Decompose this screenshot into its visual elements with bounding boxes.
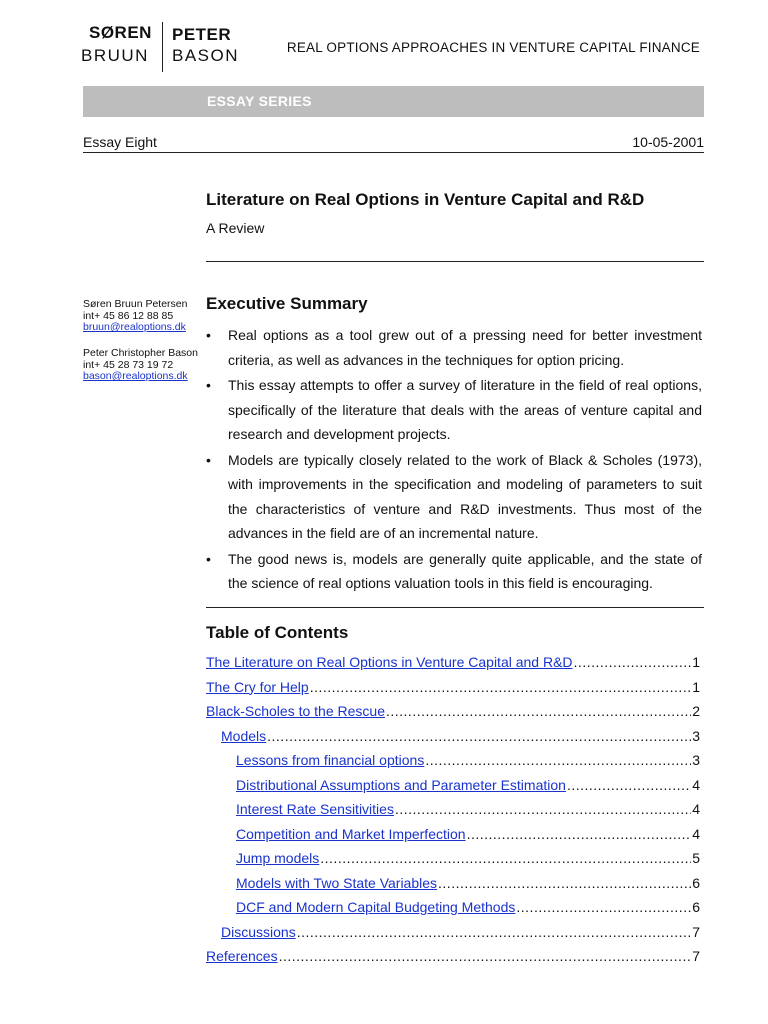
summary-bullet — [206, 547, 702, 596]
logo-peter: PETER — [172, 25, 232, 44]
executive-summary-list — [206, 323, 702, 597]
toc-entry — [206, 897, 700, 922]
toc-link[interactable]: The Cry for Help — [206, 678, 309, 695]
toc-entry — [206, 775, 700, 800]
toc-page-number: 6 — [692, 899, 700, 915]
author-contact — [83, 299, 187, 334]
summary-bullet-text: The good news is, models are generally quite applicable, and the state of the science of real options valuation tools in this field is encouraging. — [228, 550, 702, 591]
toc-page-number: 4 — [692, 776, 700, 793]
essay-series-bar — [83, 86, 704, 117]
toc-leader — [320, 848, 691, 868]
toc-leader — [567, 775, 691, 795]
toc-page-number: 1 — [692, 654, 700, 670]
toc-leader — [279, 946, 692, 966]
toc-entry — [206, 848, 700, 873]
toc-entry — [206, 652, 700, 677]
toc-leader — [516, 897, 691, 917]
title-divider — [206, 261, 704, 262]
bullet-icon: • — [206, 327, 211, 343]
author-phone: int+ 45 28 73 19 72 — [83, 358, 174, 371]
toc-link[interactable]: The Literature on Real Options in Venture Capital and R&D — [206, 654, 573, 670]
toc-heading: Table of Contents — [206, 623, 349, 642]
toc-entry — [206, 799, 700, 824]
toc-leader — [438, 873, 691, 893]
author-email-link[interactable]: bason@realoptions.dk — [83, 370, 188, 382]
toc-link[interactable]: Interest Rate Sensitivities — [236, 801, 394, 817]
toc-page-number: 7 — [692, 923, 700, 940]
table-of-contents — [206, 652, 700, 971]
toc-leader — [395, 799, 691, 819]
toc-page-number: 5 — [692, 850, 700, 866]
toc-leader — [267, 726, 691, 746]
toc-page-number: 1 — [692, 678, 700, 695]
toc-leader — [297, 922, 692, 942]
author-phone: int+ 45 86 12 88 85 — [83, 309, 174, 322]
toc-link[interactable]: Jump models — [236, 850, 320, 866]
document-subtitle: A Review — [206, 220, 265, 236]
toc-link[interactable]: Models with Two State Variables — [236, 874, 438, 891]
document-title: Literature on Real Options in Venture Capital and R&D — [206, 190, 645, 209]
toc-leader — [574, 652, 692, 672]
toc-page-number: 3 — [692, 752, 700, 768]
essay-date: 10-05-2001 — [632, 134, 704, 150]
toc-entry — [206, 677, 700, 702]
toc-leader — [467, 824, 692, 844]
author-email-link[interactable]: bruun@realoptions.dk — [83, 321, 186, 333]
logo-soren: SØREN — [89, 23, 152, 42]
toc-leader — [425, 750, 691, 770]
toc-link[interactable]: Lessons from financial options — [236, 752, 425, 768]
summary-bullet — [206, 448, 702, 546]
toc-link[interactable]: DCF and Modern Capital Budgeting Methods — [236, 899, 516, 915]
toc-entry — [206, 750, 700, 775]
bullet-icon: • — [206, 377, 211, 393]
author-contact — [83, 348, 198, 383]
author-name: Peter Christopher Bason — [83, 347, 198, 359]
toc-link[interactable]: Competition and Market Imperfection — [236, 825, 466, 842]
bullet-icon: • — [206, 451, 211, 468]
toc-page-number: 3 — [692, 727, 700, 744]
author-name: Søren Bruun Petersen — [83, 298, 188, 310]
essay-series-label: ESSAY SERIES — [207, 93, 312, 109]
essay-number: Essay Eight — [83, 134, 157, 150]
summary-bullet-text: Real options as a tool grew out of a pressing need for better investment criteria, as well as advances in the techniques for option pricing. — [228, 327, 702, 368]
toc-page-number: 4 — [692, 825, 700, 842]
running-header-title: REAL OPTIONS APPROACHES IN VENTURE CAPITAL FINANCE — [286, 40, 700, 55]
toc-entry — [206, 922, 700, 947]
summary-bullet — [206, 373, 702, 447]
toc-link[interactable]: Models — [221, 727, 267, 744]
toc-page-number: 6 — [692, 874, 700, 891]
summary-divider — [206, 607, 704, 608]
summary-bullet-text: This essay attempts to offer a survey of literature in the field of real options, specifically of the literature that deals with the areas of venture capital and research and development projects. — [228, 377, 702, 442]
toc-page-number: 4 — [692, 801, 700, 817]
toc-leader — [386, 701, 691, 721]
toc-entry — [206, 701, 700, 726]
essay-meta-row — [83, 134, 704, 153]
toc-link[interactable]: Distributional Assumptions and Parameter Estimation — [236, 776, 566, 793]
toc-link[interactable]: Discussions — [221, 923, 296, 940]
toc-leader — [310, 677, 692, 697]
logo-bason: BASON — [172, 46, 240, 65]
summary-bullet-text: Models are typically closely related to the work of Black & Scholes (1973), with improvements in the specification and modeling of parameters to suit the characteristics of venture and R&D investments. Thus most of the advances in the field are of an incremental nature. — [228, 451, 702, 541]
bullet-icon: • — [206, 550, 211, 567]
toc-page-number: 7 — [692, 948, 700, 964]
toc-link[interactable]: References — [206, 948, 278, 964]
toc-entry — [206, 726, 700, 751]
summary-bullet — [206, 323, 702, 372]
toc-entry — [206, 873, 700, 898]
toc-entry — [206, 824, 700, 849]
logo-divider — [162, 22, 163, 72]
executive-summary-heading: Executive Summary — [206, 294, 368, 313]
logo-bruun: BRUUN — [81, 46, 149, 65]
toc-page-number: 2 — [692, 703, 700, 719]
toc-link[interactable]: Black-Scholes to the Rescue — [206, 703, 385, 719]
toc-entry — [206, 946, 700, 971]
